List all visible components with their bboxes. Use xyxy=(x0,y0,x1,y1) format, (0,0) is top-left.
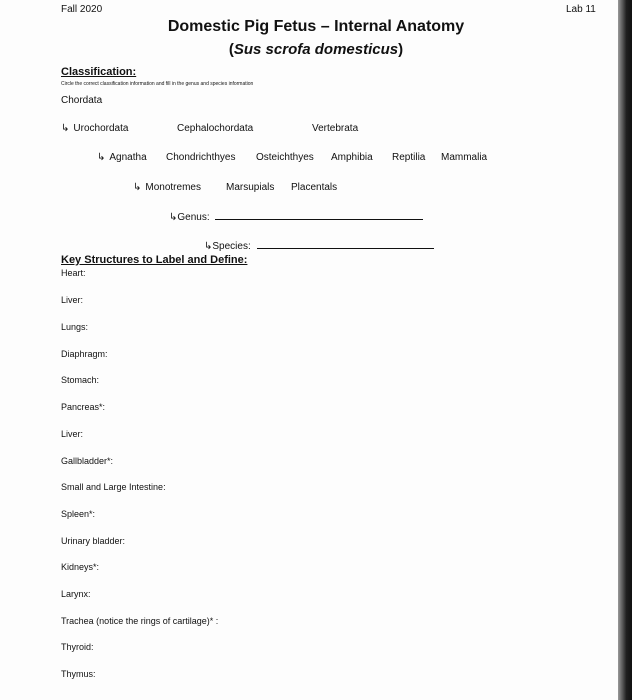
structure-item: Stomach: xyxy=(61,375,100,385)
branch-arrow-icon: ↳ xyxy=(133,182,142,193)
option-osteichthyes: Osteichthyes xyxy=(256,152,314,163)
structure-item: Kidneys*: xyxy=(61,562,100,572)
structure-item: Larynx: xyxy=(61,589,91,599)
option-amphibia: Amphibia xyxy=(331,152,373,163)
scientific-name: Sus scrofa domesticus xyxy=(233,41,399,58)
structure-item: Thymus: xyxy=(61,669,96,679)
classification-heading: Classification: xyxy=(61,66,137,78)
subphylum-row xyxy=(61,123,128,134)
structures-heading: Key Structures to Label and Define: xyxy=(61,254,248,266)
species-blank[interactable] xyxy=(257,239,434,249)
genus-row xyxy=(169,210,423,223)
class-row xyxy=(97,152,147,163)
structure-item: Trachea (notice the rings of cartilage)* : xyxy=(61,616,219,626)
option-monotremes: Monotremes xyxy=(145,182,201,193)
structure-item: Liver: xyxy=(61,295,84,305)
option-cephalochordata: Cephalochordata xyxy=(177,123,254,134)
branch-arrow-icon: ↳ xyxy=(97,152,106,163)
species-row xyxy=(204,239,434,252)
photo-dark-edge xyxy=(618,0,632,700)
branch-arrow-icon: ↳ xyxy=(61,123,70,134)
structure-item: Urinary bladder: xyxy=(61,536,126,546)
classification-instruction: Circle the correct classification information and fill in the genus and species information xyxy=(61,81,254,87)
structure-item: Spleen*: xyxy=(61,509,96,519)
genus-blank[interactable] xyxy=(215,210,423,220)
option-vertebrata: Vertebrata xyxy=(312,123,359,134)
term-label: Fall 2020 xyxy=(61,4,103,15)
option-marsupials: Marsupials xyxy=(226,182,275,193)
option-reptilia: Reptilia xyxy=(392,152,426,163)
subtitle-open-paren: ( xyxy=(228,41,234,58)
structure-item: Thyroid: xyxy=(61,642,94,652)
structure-item: Small and Large Intestine: xyxy=(61,482,166,492)
option-mammalia: Mammalia xyxy=(441,152,488,163)
option-placentals: Placentals xyxy=(291,182,338,193)
structure-item: Liver: xyxy=(61,429,84,439)
structure-item: Diaphragm: xyxy=(61,349,108,359)
option-chondrichthyes: Chondrichthyes xyxy=(166,152,236,163)
subtitle-close-paren: ) xyxy=(398,41,404,58)
structure-item: Lungs: xyxy=(61,322,89,332)
lab-number: Lab 11 xyxy=(566,4,596,15)
genus-label: Genus: xyxy=(177,212,210,223)
species-label: Species: xyxy=(212,241,251,252)
structure-item: Gallbladder*: xyxy=(61,456,114,466)
branch-arrow-icon: ↳ xyxy=(204,241,213,252)
phylum-chordata: Chordata xyxy=(61,95,103,106)
subclass-row xyxy=(133,182,201,193)
option-agnatha: Agnatha xyxy=(109,152,147,163)
page-title: Domestic Pig Fetus – Internal Anatomy xyxy=(167,18,465,35)
structure-item: Pancreas*: xyxy=(61,402,106,412)
page-subtitle xyxy=(0,41,632,58)
branch-arrow-icon: ↳ xyxy=(169,212,178,223)
structure-item: Heart: xyxy=(61,268,86,278)
option-urochordata: Urochordata xyxy=(73,123,129,134)
